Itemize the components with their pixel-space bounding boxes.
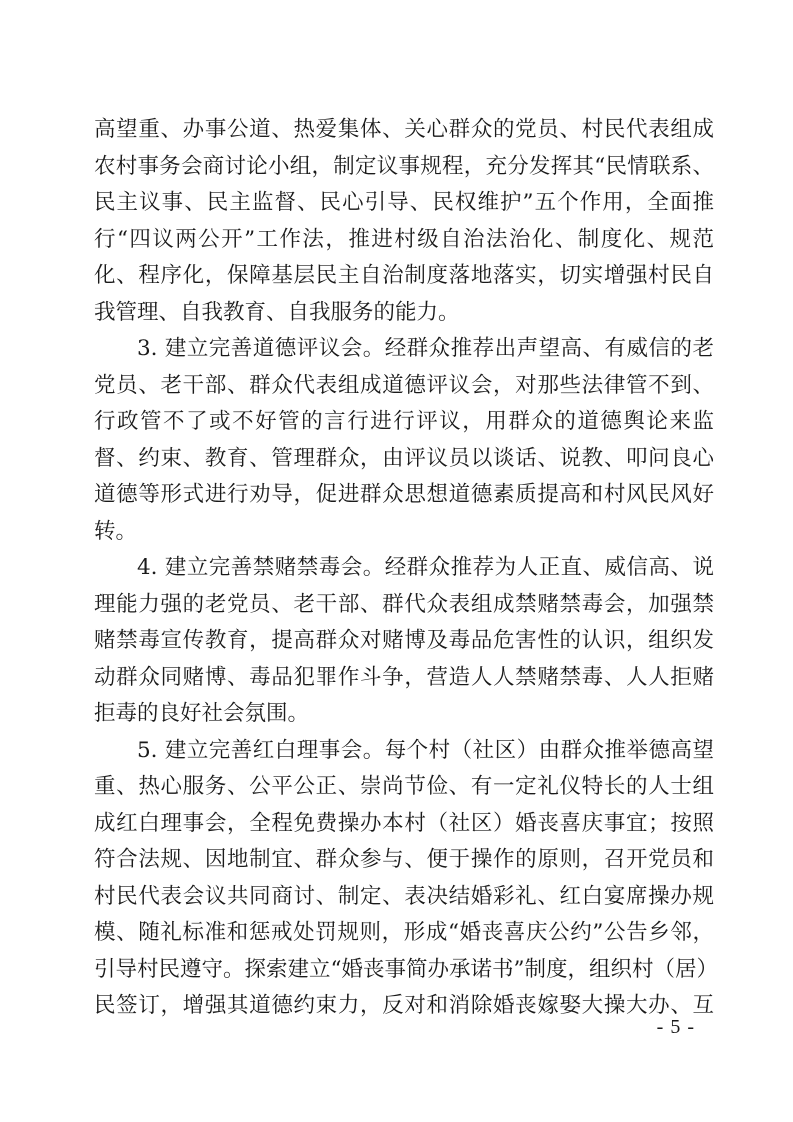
text-line: 行“四议两公开”工作法，推进村级自治法治化、制度化、规范 <box>94 226 714 252</box>
text-line: 4. 建立完善禁赌禁毒会。经群众推荐为人正直、威信高、说 <box>137 555 714 580</box>
text-line: 重、热心服务、公平公正、崇尚节俭、有一定礼仪特长的人士组 <box>94 774 714 799</box>
text-line: 我管理、自我教育、自我服务的能力。 <box>94 299 460 325</box>
text-line: 5. 建立完善红白理事会。每个村（社区）由群众推举德高望 <box>137 737 714 763</box>
text-line: 行政管不了或不好管的言行进行评议，用群众的道德舆论来监 <box>94 409 714 434</box>
text-line: 民主议事、民主监督、民心引导、民权维护”五个作用，全面推 <box>94 190 714 215</box>
text-line: 引导村民遵守。探索建立“婚丧事简办承诺书”制度，组织村（居） <box>94 956 718 982</box>
page-number: - 5 - <box>656 1016 695 1038</box>
text-line: 拒毒的良好社会氛围。 <box>94 701 310 726</box>
text-line: 道德等形式进行劝导，促进群众思想道德素质提高和村风民风好 <box>94 482 714 507</box>
text-line: 符合法规、因地制宜、群众参与、便于操作的原则，召开党员和 <box>94 847 714 872</box>
text-line: 转。 <box>94 518 138 544</box>
text-line: 理能力强的老党员、老干部、群代众表组成禁赌禁毒会，加强禁 <box>94 591 714 617</box>
text-line: 赌禁毒宣传教育，提高群众对赌博及毒品危害性的认识，组织发 <box>94 628 714 653</box>
text-line: 化、程序化，保障基层民主自治制度落地落实，切实增强村民自 <box>94 263 714 288</box>
text-line: 党员、老干部、群众代表组成道德评议会，对那些法律管不到、 <box>94 372 714 398</box>
text-line: 动群众同赌博、毒品犯罪作斗争，营造人人禁赌禁毒、人人拒赌 <box>94 664 714 690</box>
text-line: 高望重、办事公道、热爱集体、关心群众的党员、村民代表组成 <box>94 117 714 142</box>
text-line: 督、约束、教育、管理群众，由评议员以谈话、说教、叩问良心 <box>94 445 714 471</box>
body-text <box>94 112 718 1025</box>
text-line: 村民代表会议共同商讨、制定、表决结婚彩礼、红白宴席操办规 <box>94 883 714 909</box>
text-line: 农村事务会商讨论小组，制定议事规程，充分发挥其“民情联系、 <box>94 153 714 179</box>
text-line: 民签订，增强其道德约束力，反对和消除婚丧嫁娶大操大办、互 <box>94 993 714 1018</box>
text-line: 3. 建立完善道德评议会。经群众推荐出声望高、有威信的老 <box>137 336 714 361</box>
text-line: 模、随礼标准和惩戒处罚规则，形成“婚丧喜庆公约”公告乡邻， <box>94 920 714 945</box>
text-line: 成红白理事会，全程免费操办本村（社区）婚丧喜庆事宜；按照 <box>94 810 714 836</box>
